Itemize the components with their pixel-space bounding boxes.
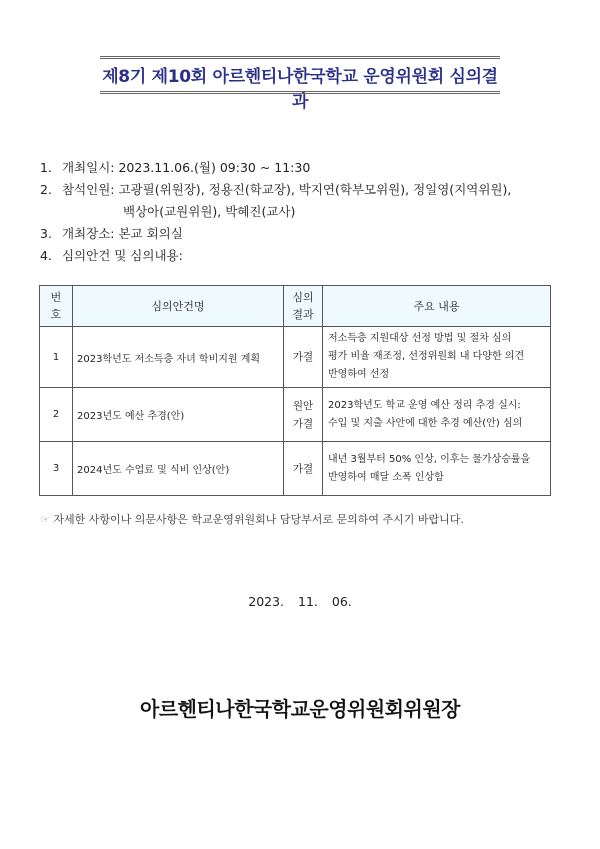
info-label: 개최일시: [61, 160, 115, 175]
title-rule-top-2 [100, 58, 500, 59]
document-title: 제8기 제10회 아르헨티나한국학교 운영위원회 심의결과 [102, 67, 498, 112]
table-row [40, 442, 551, 496]
info-num: 2. [40, 182, 52, 197]
info-place [40, 224, 183, 242]
header-result: 심의 결과 [284, 286, 323, 327]
title-box [100, 56, 500, 112]
info-label: 심의안건 및 심의내용: [61, 248, 183, 263]
header-agenda: 심의안건명 [73, 286, 284, 327]
title-rule-bottom-2 [100, 93, 500, 94]
info-agenda [40, 246, 183, 264]
row-content: 2023학년도 학교 운영 예산 정리 추경 실시: 수입 및 지출 사안에 대한 추경 예산(안) 심의 [323, 388, 551, 442]
note-text: 자세한 사항이나 의문사항은 학교운영위원회나 담당부서로 문의하여 주시기 바랍니다. [53, 513, 464, 526]
table-header-row [40, 286, 551, 327]
row-no: 1 [40, 327, 73, 388]
info-attendees-cont [123, 202, 295, 220]
row-agenda: 2024년도 수업료 및 식비 인상(안) [73, 442, 284, 496]
row-content: 내년 3월부터 50% 인상, 이후는 물가상승률을 반영하여 매달 소폭 인상함 [323, 442, 551, 496]
title-rule-top [100, 56, 500, 57]
info-num: 4. [40, 248, 52, 263]
row-result: 가결 [284, 327, 323, 388]
row-agenda: 2023학년도 저소득층 자녀 학비지원 계획 [73, 327, 284, 388]
info-value: 2023.11.06.(월) 09:30 ~ 11:30 [118, 160, 311, 175]
signature: 아르헨티나한국학교운영위원회위원장 [140, 697, 460, 721]
table-row [40, 327, 551, 388]
info-attendees [40, 180, 511, 198]
info-value: 고광필(위원장), 정용진(학교장), 박지연(학부모위원), 정일영(지역위원), [118, 182, 512, 197]
info-label: 개최장소: [61, 226, 115, 241]
row-no: 3 [40, 442, 73, 496]
note [40, 511, 464, 527]
row-result: 원안 가결 [284, 388, 323, 442]
row-content: 저소득층 지원대상 선정 방법 및 절차 심의 평가 비율 재조정, 선정위원회 내 다양한 의견 반영하여 선정 [323, 327, 551, 388]
info-date [40, 158, 310, 176]
row-no: 2 [40, 388, 73, 442]
pointing-hand-icon: ☞ [40, 513, 50, 526]
info-value: 본교 회의실 [118, 226, 183, 241]
results-table [39, 285, 551, 496]
row-agenda: 2023년도 예산 추경(안) [73, 388, 284, 442]
document-date: 2023. 11. 06. [248, 594, 352, 609]
header-content: 주요 내용 [323, 286, 551, 327]
table-row [40, 388, 551, 442]
info-value: 백상아(교원위원), 박혜진(교사) [123, 204, 296, 219]
info-num: 1. [40, 160, 52, 175]
info-num: 3. [40, 226, 52, 241]
info-label: 참석인원: [61, 182, 115, 197]
title-rule-bottom [100, 91, 500, 92]
header-no: 번 호 [40, 286, 73, 327]
row-result: 가결 [284, 442, 323, 496]
